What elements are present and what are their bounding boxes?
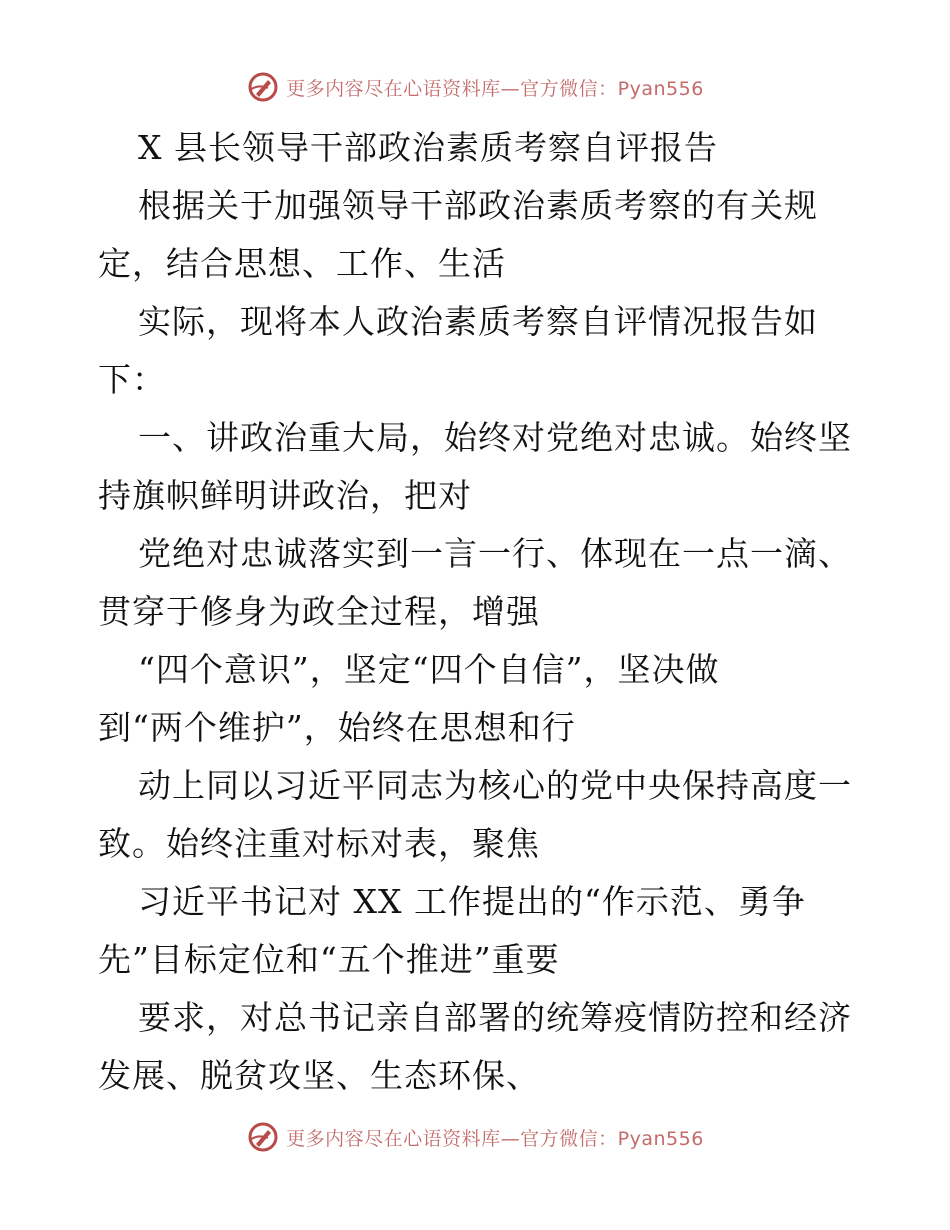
- paragraph-line: 根据关于加强领导干部政治素质考察的有关规: [138, 186, 818, 225]
- paragraph-line: 下：: [98, 360, 166, 399]
- watermark-footer: [0, 1120, 950, 1154]
- paragraph-line: 定，结合思想、工作、生活: [98, 244, 506, 283]
- pen-logo-icon: [246, 1120, 280, 1154]
- document-title: X 县长领导干部政治素质考察自评报告: [138, 128, 718, 167]
- watermark-text: 更多内容尽在心语资料库—官方微信：Pyan556: [286, 77, 704, 100]
- paragraph-line: 动上同以习近平同志为核心的党中央保持高度一: [138, 766, 852, 805]
- paragraph-line: 实际，现将本人政治素质考察自评情况报告如: [138, 302, 818, 341]
- paragraph-line: 党绝对忠诚落实到一言一行、体现在一点一滴、: [138, 534, 852, 573]
- paragraph-line: 贯穿于修身为政全过程，增强: [98, 592, 540, 631]
- paragraph-line: 到“两个维护”，始终在思想和行: [98, 708, 576, 747]
- paragraph-line: 发展、脱贫攻坚、生态环保、: [98, 1056, 540, 1095]
- paragraph-line: 先”目标定位和“五个推进”重要: [98, 940, 560, 979]
- paragraph-line: 持旗帜鲜明讲政治，把对: [98, 476, 472, 515]
- pen-logo-icon: [246, 70, 280, 104]
- paragraph-line: 致。始终注重对标对表，聚焦: [98, 824, 540, 863]
- paragraph-line: “四个意识”，坚定“四个自信”，坚决做: [138, 650, 720, 689]
- paragraph-line: 一、讲政治重大局，始终对党绝对忠诚。始终坚: [138, 418, 852, 457]
- watermark-header: [0, 70, 950, 104]
- paragraph-line: 习近平书记对 XX 工作提出的“作示范、勇争: [138, 882, 806, 921]
- paragraph-line: 要求，对总书记亲自部署的统筹疫情防控和经济: [138, 998, 852, 1037]
- watermark-text: 更多内容尽在心语资料库—官方微信：Pyan556: [286, 1127, 704, 1150]
